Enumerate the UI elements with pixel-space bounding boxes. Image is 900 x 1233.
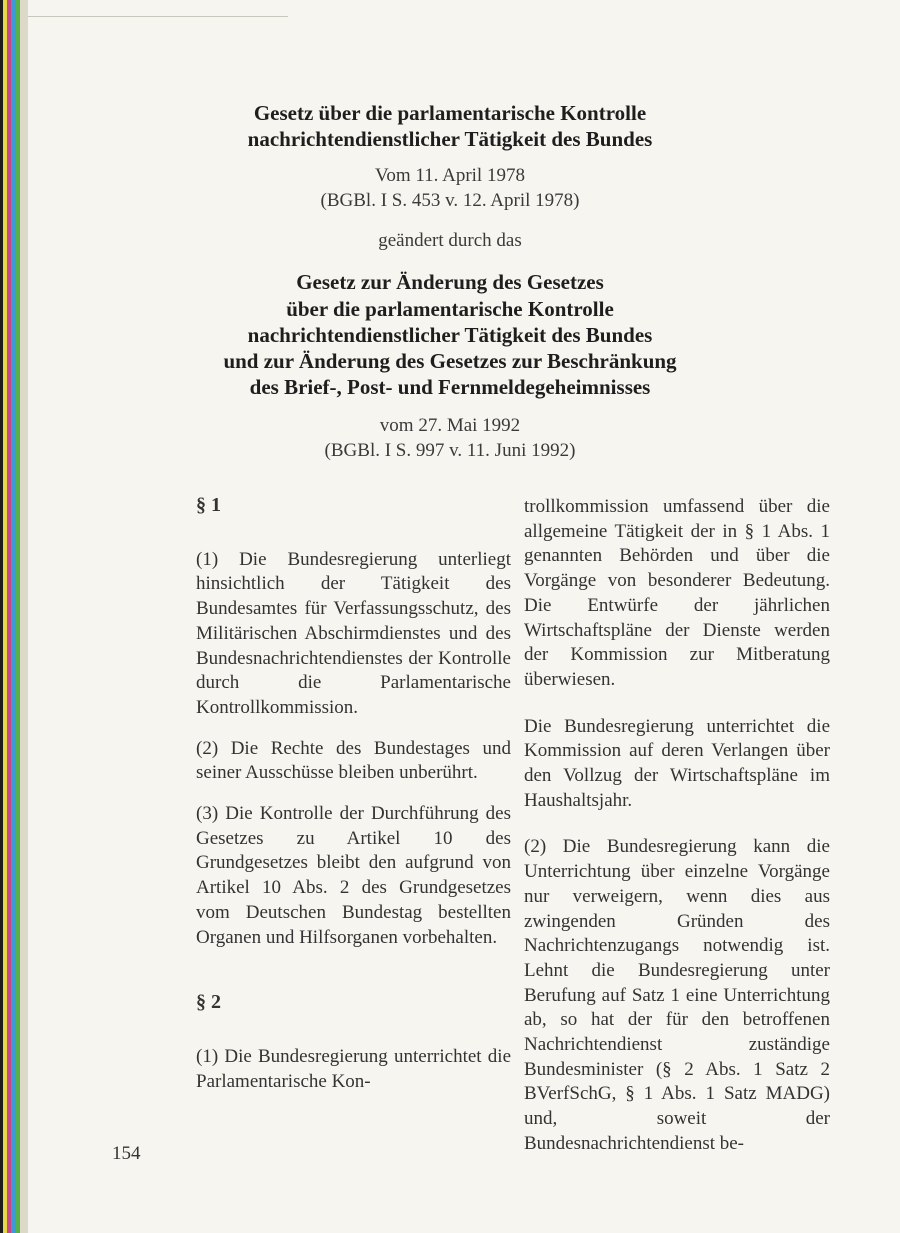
law-source: (BGBl. I S. 453 v. 12. April 1978) xyxy=(320,190,580,211)
right-paragraph-3: (2) Die Bundesregierung kann die Unterrichtung über einzelne Vorgänge nur verweigern, wenn dies aus zwingenden Gründen des Nachrichtenzugangs notwendig ist. Lehnt die Bundesregierung unter Berufung auf Satz 1 eine Unterrichtung ab, so hat der für den betroffenen Nachrichtendienst zuständige Bundesminister (§ 2 Abs. 1 Satz 2 BVerfSchG, § 1 Abs. 1 Satz MADG) und, soweit der Bundesnachrichtendienst be- xyxy=(524,836,830,1154)
amend-title-line-2: über die parlamentarische Kontrolle xyxy=(286,297,614,321)
amend-title-line-3: nachrichtendienstlicher Tätigkeit des Bundes xyxy=(247,323,653,347)
right-paragraph-2: Die Bundesregierung unterrichtet die Kommission auf deren Verlangen über den Vollzug der Wirtschaftspläne im Haushaltsjahr. xyxy=(524,715,830,811)
law-date: Vom 11. April 1978 xyxy=(375,165,525,186)
amend-title-line-4: und zur Änderung des Gesetzes zur Beschränkung xyxy=(223,349,677,373)
law-title-line-2: nachrichtendienstlicher Tätigkeit des Bundes xyxy=(247,127,653,151)
law-title-line-1: Gesetz über die parlamentarische Kontrolle xyxy=(253,101,647,125)
section-2-paragraph-1: (1) Die Bundesregierung unterrichtet die Parlamentarische Kon- xyxy=(196,1045,511,1092)
amend-date: vom 27. Mai 1992 xyxy=(379,415,521,436)
section-1-heading: § 1 xyxy=(196,494,221,516)
amend-source: (BGBl. I S. 997 v. 11. Juni 1992) xyxy=(324,440,576,461)
changed-by-note: geändert durch das xyxy=(378,230,522,251)
scan-top-line xyxy=(28,16,288,17)
right-paragraph-1: trollkommission umfassend über die allgemeine Tätigkeit der in § 1 Abs. 1 genannten Behörden und über die Vorgänge von besonderer Bedeutung. Die Entwürfe der jährlichen Wirtschaftspläne der Dienste werden der Kommission zur Mitberatung überwiesen. xyxy=(524,496,830,690)
amend-title-line-5: des Brief-, Post- und Fernmeldegeheimnisses xyxy=(249,375,651,399)
right-column xyxy=(524,495,830,1157)
section-2-heading: § 2 xyxy=(196,991,221,1014)
section-1-paragraph-3: (3) Die Kontrolle der Durchführung des Gesetzes zu Artikel 10 des Grundgesetzes bleibt den aufgrund von Artikel 10 Abs. 2 des Grundgesetzes vom Deutschen Bundestag bestellten Organen und Hilfsorganen vorbehalten. xyxy=(196,803,511,948)
section-1-paragraph-1: (1) Die Bundesregierung unterliegt hinsichtlich der Tätigkeit des Bundesamtes für Verfassungsschutz, des Militärischen Abschirmdienstes und des Bundesnachrichtendienstes der Kontrolle durch die Parlamentarische Kontrollkommission. xyxy=(196,548,511,718)
left-column xyxy=(196,493,511,1094)
section-1-paragraph-2: (2) Die Rechte des Bundestages und seiner Ausschüsse bleiben unberührt. xyxy=(196,737,511,784)
page-number: 154 xyxy=(112,1143,141,1164)
amend-title-line-1: Gesetz zur Änderung des Gesetzes xyxy=(296,270,604,294)
